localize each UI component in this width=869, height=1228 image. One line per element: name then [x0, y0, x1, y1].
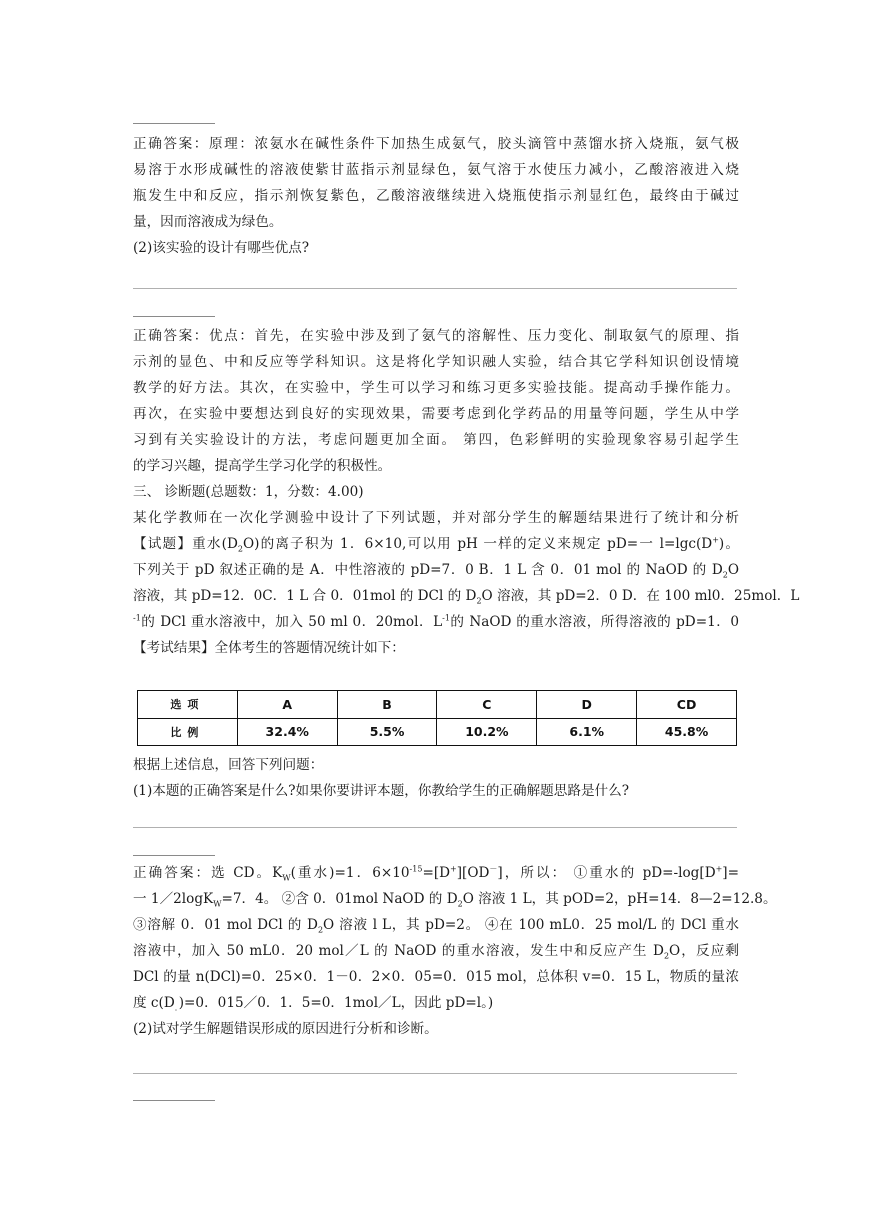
problem-line: 【试题】重水$(D_2O)$的离子积为 1．6×10,可以用 pH 一样的定义来规定 pD=一 l=lgc(D+)。 — [133, 535, 740, 554]
answer-3-line: DCl 的量 n(DCl)=0．25×0．1－0．2×0．05=0．015 mol，总体积 v=0．15 L，物质的量浓 — [133, 969, 739, 985]
problem-line: 下列关于 pD 叙述正确的是 A．中性溶液的 pD=7．0 B．1 L 含 0．01 mol 的 NaOD 的 $D_2O$ — [133, 562, 739, 580]
table-row — [138, 718, 737, 746]
answer-statistics-table — [137, 690, 737, 746]
answer-input-line — [133, 288, 737, 289]
table-cell: 比例 — [138, 718, 238, 746]
question-2-text: (2)该实验的设计有哪些优点? — [133, 240, 310, 256]
answer-2-line: 再次，在实验中要想达到良好的实现效果，需要考虑到化学药品的用量等问题，学生从中学 — [133, 406, 739, 422]
result-heading: 【考试结果】全体考生的答题情况统计如下： — [133, 640, 405, 656]
answer-3-line: 溶液中，加入 50 mL0．20 mol／L 的 NaOD 的重水溶液，发生中和反应产生 $D_2O$，反应剩 — [133, 943, 739, 961]
answer-separator-short — [133, 855, 215, 856]
answer-2-block — [133, 323, 800, 661]
table-cell: 45.8% — [637, 718, 737, 746]
answer-3-block — [133, 860, 777, 1042]
table-cell: 选项 — [138, 691, 238, 719]
questions-block — [133, 752, 739, 804]
answer-2-line: 示剂的显色、中和反应等学科知识。这是将化学知识融人实验，结合其它学科知识创设情境 — [133, 354, 739, 370]
table-row — [138, 691, 737, 719]
answer-2-line: 正确答案：优点：首先，在实验中涉及到了氨气的溶解性、压力变化、制取氨气的原理、指 — [133, 328, 739, 344]
answer-separator-short — [133, 123, 215, 124]
answer-2-line: 习到有关实验设计的方法，考虑问题更加全面。 第四，色彩鲜明的实验现象容易引起学生 — [133, 432, 739, 448]
answer-1-block — [133, 131, 739, 261]
answer-separator-short — [133, 316, 215, 317]
answer-3-line: 一 1／2logK$_W$=7．4。 ②含 0．01mol NaOD 的 $D_2O$ 溶液 1 L，其 pOD=2，pH=14．8—2=12.8。 — [133, 891, 777, 909]
table-cell: 10.2% — [437, 718, 537, 746]
answer-1-line: 正确答案：原理：浓氨水在碱性条件下加热生成氨气，胶头滴管中蒸馏水挤入烧瓶，氨气极 — [133, 136, 739, 152]
table-cell: B — [337, 691, 437, 719]
answer-3-line: 正确答案：选 CD。$K_W$(重水)=1．$6\times 10^{-15}=[D^+][OD^-]$，所以： ①重水的 pD=-log[D+]= — [133, 864, 739, 883]
instruction-text: 根据上述信息，回答下列问题： — [133, 757, 324, 773]
answer-separator-short — [133, 1100, 215, 1101]
table-cell: D — [537, 691, 637, 719]
table-cell: 5.5% — [337, 718, 437, 746]
answer-3-line: 度 $c(D_.)=0$．015／0．1．5=0．1mol／L，因此 pD=l。) — [133, 995, 494, 1013]
question-2-text: (2)试对学生解题错误形成的原因进行分析和诊断。 — [133, 1021, 438, 1037]
problem-intro: 某化学教师在一次化学测验中设计了下列试题，并对部分学生的解题结果进行了统计和分析 — [133, 510, 739, 526]
table-cell: C — [437, 691, 537, 719]
table-cell: 6.1% — [537, 718, 637, 746]
answer-input-line — [133, 1073, 737, 1074]
table-cell: A — [237, 691, 337, 719]
section-heading: 三、 诊断题(总题数：1，分数：4.00) — [133, 484, 364, 500]
answer-1-line: 量，因而溶液成为绿色。 — [133, 214, 283, 230]
problem-line: $^{-1}$的 DCl 重水溶液中，加入 50 ml 0．20mol．$L^{-1}$的 NaOD 的重水溶液，所得溶液的 pD=1．0 — [133, 613, 740, 630]
problem-line: 溶液，其 pD=12．0C．1 L 合 0．01mol 的 DCl 的 $D_2O$ 溶液，其 pD=2．0 D．在 100 ml0．25mol．L — [133, 588, 800, 606]
answer-1-line: 易溶于水形成碱性的溶液使紫甘蓝指示剂显绿色，氨气溶于水使压力减小，乙酸溶液进入烧 — [133, 162, 739, 178]
answer-1-line: 瓶发生中和反应，指示剂恢复紫色，乙酸溶液继续进入烧瓶使指示剂显红色，最终由于碱过 — [133, 188, 739, 204]
answer-3-line: ③溶解 0．01 mol DCl 的 $D_2O$ 溶液 l L，其 pD=2。 ④在 100 mL0．25 mol/L 的 DCl 重水 — [133, 917, 739, 935]
answer-2-line: 教学的好方法。其次，在实验中，学生可以学习和练习更多实验技能。提高动手操作能力。 — [133, 380, 739, 396]
table-cell: CD — [637, 691, 737, 719]
answer-2-line: 的学习兴趣，提高学生学习化学的积极性。 — [133, 458, 392, 474]
answer-input-line — [133, 827, 737, 828]
question-1-text: (1)本题的正确答案是什么?如果你要讲评本题，你教给学生的正确解题思路是什么? — [133, 783, 630, 799]
table-cell: 32.4% — [237, 718, 337, 746]
